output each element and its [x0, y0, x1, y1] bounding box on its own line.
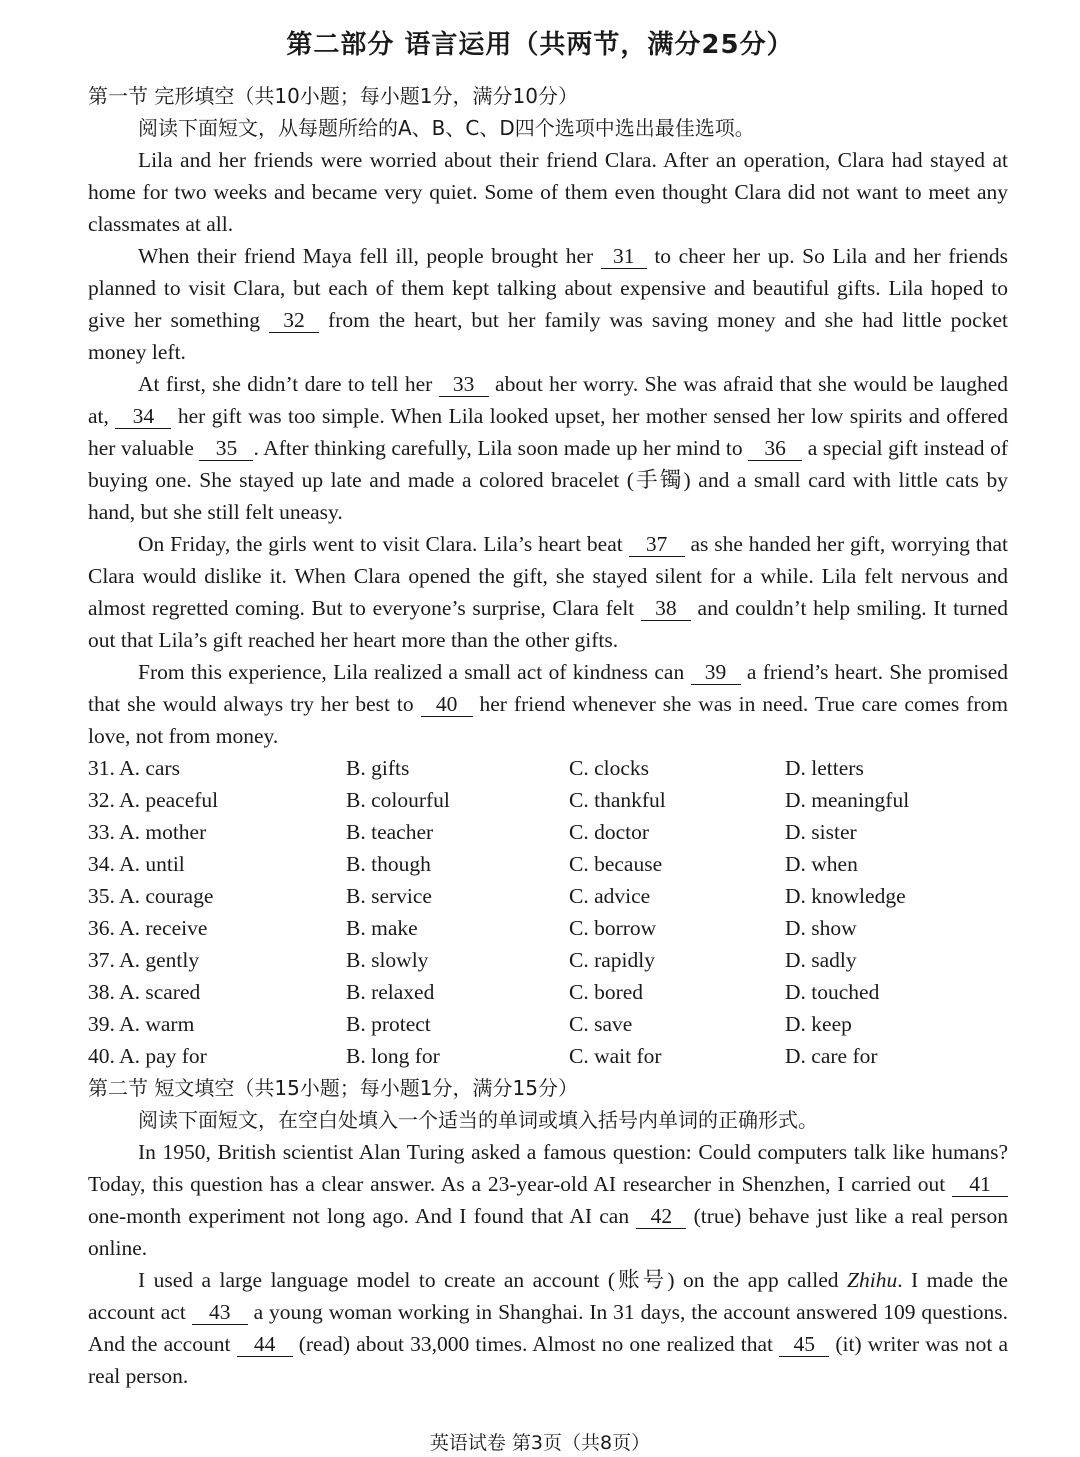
option-d: D. show: [785, 916, 857, 940]
content-body: [88, 80, 1008, 1392]
page-footer: 英语试卷 第3页（共8页）: [429, 1432, 651, 1454]
option-b: B. relaxed: [346, 980, 435, 1004]
text-run: (it) writer was not a real person.: [88, 1332, 1008, 1388]
option-a: 34. A. until: [88, 852, 185, 876]
cloze-paragraph-1: Lila and her friends were worried about their friend Clara. After an operation, Clara had stayed at home for two weeks and became very quiet. Some of them even thought Clara did not want to meet any classmates at all.: [88, 148, 1008, 236]
text-run: (true) behave just like a real person online.: [88, 1204, 1008, 1260]
text-run: On Friday, the girls went to visit Clara. Lila’s heart beat: [138, 532, 629, 556]
fill-paragraph-2: [88, 1264, 1008, 1392]
option-b: B. service: [346, 884, 432, 908]
text-run: a special gift instead of buying one. She stayed up late and made a colored bracelet (手镯) and a small card with little cats by hand, but she still felt uneasy.: [88, 436, 1009, 524]
text-run: as she handed her gift, worrying that Clara would dislike it. When Clara opened the gift, she stayed silent for a while. Lila felt nervous and almost regretted coming. But to everyone’s surprise, Clara felt: [88, 532, 1008, 620]
blank-32: 32: [269, 308, 319, 333]
option-d: D. when: [785, 852, 858, 876]
options-table: [88, 752, 1008, 1072]
blank-34: 34: [115, 404, 171, 429]
text-run: from the heart, but her family was saving money and she had little pocket money left.: [88, 308, 1008, 364]
text-run: . I made the account act: [88, 1268, 1008, 1324]
blank-40: 40: [421, 692, 473, 717]
blank-43: 43: [192, 1300, 248, 1325]
fill-paragraph-1: [88, 1136, 1008, 1264]
options-row-39: [88, 1008, 1008, 1040]
section2-heading: 第二节 短文填空（共15小题；每小题1分，满分15分）: [88, 1076, 578, 1100]
option-b: B. teacher: [346, 820, 434, 844]
option-b: B. long for: [346, 1044, 440, 1068]
cloze-paragraph-3: [88, 368, 1008, 528]
blank-44: 44: [237, 1332, 293, 1357]
option-c: C. bored: [569, 980, 644, 1004]
cloze-paragraph-4: [88, 528, 1008, 656]
option-a: 40. A. pay for: [88, 1044, 207, 1068]
cloze-paragraph-2: [88, 240, 1008, 368]
text-run: I used a large language model to create an account (账号) on the app called: [138, 1268, 848, 1292]
text-run: (read) about 33,000 times. Almost no one realized that: [292, 1332, 780, 1356]
options-row-33: [88, 816, 1008, 848]
text-run: her friend whenever she was in need. True care comes from love, not from money.: [88, 692, 1008, 748]
blank-38: 38: [641, 596, 691, 621]
option-c: C. wait for: [569, 1044, 662, 1068]
section2-instruction: 阅读下面短文，在空白处填入一个适当的单词或填入括号内单词的正确形式。: [138, 1108, 818, 1132]
text-run: At first, she didn’t dare to tell her: [138, 372, 439, 396]
text-run: In 1950, British scientist Alan Turing asked a famous question: Could computers talk like humans? Today, this question has a clear answer. As a 23-year-old AI researcher in Shenzhen, I carried out: [88, 1140, 1008, 1196]
options-row-36: [88, 912, 1008, 944]
text-run: From this experience, Lila realized a small act of kindness can: [138, 660, 691, 684]
option-b: B. slowly: [346, 948, 429, 972]
option-c: C. clocks: [569, 756, 650, 780]
options-row-32: [88, 784, 1008, 816]
text-run: a friend’s heart. She promised that she would always try her best to: [88, 660, 1009, 716]
option-a: 39. A. warm: [88, 1012, 195, 1036]
option-d: D. touched: [785, 980, 880, 1004]
options-row-37: [88, 944, 1008, 976]
option-d: D. letters: [785, 756, 864, 780]
text-run: and couldn’t help smiling. It turned out that Lila’s gift reached her heart more than the other gifts.: [88, 596, 1009, 652]
option-c: C. rapidly: [569, 948, 655, 972]
cloze-paragraph-5: [88, 656, 1008, 752]
options-row-40: [88, 1040, 1008, 1072]
option-c: C. borrow: [569, 916, 657, 940]
blank-41: 41: [952, 1172, 1008, 1197]
option-b: B. colourful: [346, 788, 450, 812]
option-d: D. sister: [785, 820, 857, 844]
options-row-31: [88, 752, 1008, 784]
text-run: her gift was too simple. When Lila looked upset, her mother sensed her low spirits and offered her valuable: [88, 404, 1008, 460]
blank-42: 42: [636, 1204, 686, 1229]
blank-31: 31: [601, 244, 647, 269]
option-c: C. because: [569, 852, 663, 876]
options-row-34: [88, 848, 1008, 880]
option-d: D. sadly: [785, 948, 857, 972]
option-d: D. keep: [785, 1012, 852, 1036]
option-a: 36. A. receive: [88, 916, 208, 940]
blank-33: 33: [439, 372, 489, 397]
blank-45: 45: [779, 1332, 829, 1357]
text-run: . After thinking carefully, Lila soon made up her mind to: [253, 436, 749, 460]
blank-35: 35: [199, 436, 253, 461]
option-c: C. thankful: [569, 788, 666, 812]
option-c: C. advice: [569, 884, 651, 908]
text-run: about her worry. She was afraid that she would be laughed at,: [88, 372, 1009, 428]
option-a: 38. A. scared: [88, 980, 201, 1004]
options-row-38: [88, 976, 1008, 1008]
option-a: 33. A. mother: [88, 820, 207, 844]
option-c: C. save: [569, 1012, 633, 1036]
option-c: C. doctor: [569, 820, 650, 844]
options-row-35: [88, 880, 1008, 912]
text-run: to cheer her up. So Lila and her friends planned to visit Clara, but each of them kept talking about expensive and beautiful gifts. Lila hoped to give her something: [88, 244, 1008, 332]
option-d: D. knowledge: [785, 884, 906, 908]
option-a: 35. A. courage: [88, 884, 214, 908]
option-b: B. gifts: [346, 756, 410, 780]
text-run: When their friend Maya fell ill, people brought her: [138, 244, 601, 268]
option-b: B. protect: [346, 1012, 431, 1036]
option-a: 31. A. cars: [88, 756, 180, 780]
app-name: Zhihu: [847, 1268, 898, 1292]
option-d: D. care for: [785, 1044, 878, 1068]
option-b: B. though: [346, 852, 431, 876]
blank-37: 37: [629, 532, 685, 557]
section1-instruction: 阅读下面短文，从每题所给的A、B、C、D四个选项中选出最佳选项。: [138, 116, 755, 140]
option-a: 32. A. peaceful: [88, 788, 219, 812]
option-a: 37. A. gently: [88, 948, 200, 972]
blank-36: 36: [748, 436, 802, 461]
blank-39: 39: [691, 660, 741, 685]
section1-heading: 第一节 完形填空（共10小题；每小题1分，满分10分）: [88, 84, 578, 108]
option-b: B. make: [346, 916, 418, 940]
part-title: 第二部分 语言运用（共两节，满分25分）: [286, 30, 794, 60]
text-run: one-month experiment not long ago. And I found that AI can: [88, 1204, 637, 1228]
option-d: D. meaningful: [785, 788, 910, 812]
text-run: a young woman working in Shanghai. In 31 days, the account answered 109 questions. And the account: [88, 1300, 1008, 1356]
